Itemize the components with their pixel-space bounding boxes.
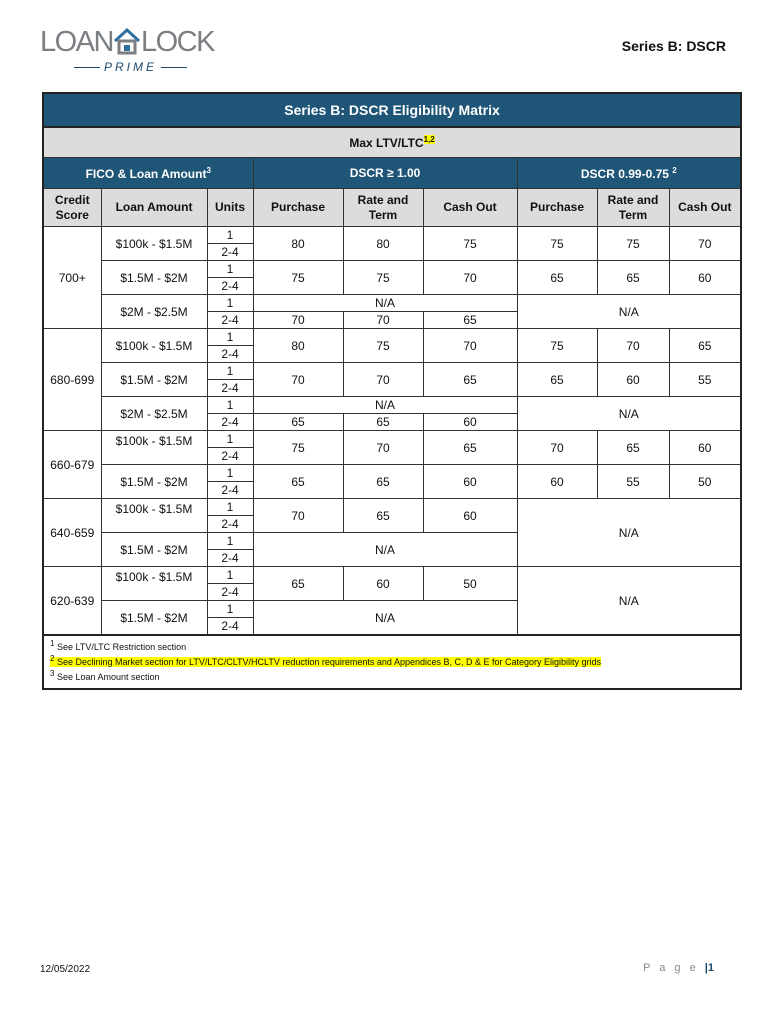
- fico-cell: 680-699: [43, 329, 101, 431]
- table-row: [43, 363, 741, 380]
- value-cell: 70: [343, 431, 423, 465]
- value-cell: 65: [423, 312, 517, 329]
- units-cell: 1: [207, 431, 253, 448]
- value-cell: 70: [669, 227, 741, 261]
- col-loan-amount: Loan Amount: [101, 189, 207, 227]
- value-cell: 60: [669, 261, 741, 295]
- company-logo: [40, 26, 220, 76]
- logo-text-left: LOAN: [40, 26, 113, 58]
- value-cell: 60: [423, 465, 517, 499]
- table-row: [43, 397, 741, 414]
- table-row: [43, 261, 741, 278]
- col-units: Units: [207, 189, 253, 227]
- amount-cell: $100k - $1.5M: [101, 431, 207, 465]
- value-cell: 75: [253, 431, 343, 465]
- table-row: [43, 499, 741, 516]
- amount-cell: $100k - $1.5M: [101, 567, 207, 601]
- value-cell: 70: [423, 261, 517, 295]
- units-cell: 1: [207, 499, 253, 516]
- col-cash-out-2: Cash Out: [669, 189, 741, 227]
- house-lock-icon: [113, 26, 141, 56]
- amount-cell: $100k - $1.5M: [101, 329, 207, 363]
- value-cell: 80: [343, 227, 423, 261]
- value-cell: 70: [517, 431, 597, 465]
- logo-subtitle: PRIME: [70, 60, 191, 74]
- value-cell: 75: [343, 261, 423, 295]
- units-cell: 2-4: [207, 482, 253, 499]
- value-cell: 60: [423, 499, 517, 533]
- units-cell: 2-4: [207, 414, 253, 431]
- value-cell: 65: [253, 414, 343, 431]
- max-ltv-header: Max LTV/LTC$^{1,2}$: [43, 127, 741, 158]
- footnote-2: 2 See Declining Market section for LTV/LTC/CLTV/HCLTV reduction requirements and Appendices B, C, D & E for Category Eligibility grids: [50, 654, 602, 667]
- units-cell: 1: [207, 397, 253, 414]
- value-cell: 65: [343, 499, 423, 533]
- table-row: [43, 431, 741, 448]
- units-cell: 2-4: [207, 346, 253, 363]
- amount-cell: $1.5M - $2M: [101, 533, 207, 567]
- value-cell: 50: [669, 465, 741, 499]
- amount-cell: $1.5M - $2M: [101, 601, 207, 636]
- value-cell: 75: [343, 329, 423, 363]
- value-cell: 65: [423, 363, 517, 397]
- value-cell: 60: [517, 465, 597, 499]
- na-cell: N/A: [253, 397, 517, 414]
- value-cell: 55: [669, 363, 741, 397]
- amount-cell: $2M - $2.5M: [101, 295, 207, 329]
- page-number: P a g e |1: [643, 962, 714, 974]
- value-cell: 75: [517, 227, 597, 261]
- value-cell: 60: [343, 567, 423, 601]
- matrix-title: Series B: DSCR Eligibility Matrix: [43, 93, 741, 127]
- units-cell: 2-4: [207, 618, 253, 636]
- group-dscr-2: DSCR 0.99-0.75 $^2$: [517, 158, 741, 189]
- value-cell: 65: [517, 261, 597, 295]
- value-cell: 80: [253, 227, 343, 261]
- units-cell: 2-4: [207, 584, 253, 601]
- value-cell: 60: [597, 363, 669, 397]
- table-row: [43, 329, 741, 346]
- units-cell: 1: [207, 261, 253, 278]
- footnote-3: 3 See Loan Amount section: [50, 669, 160, 682]
- value-cell: 60: [669, 431, 741, 465]
- footnote-1: 1 See LTV/LTC Restriction section: [50, 639, 187, 652]
- units-cell: 1: [207, 227, 253, 244]
- units-cell: 1: [207, 363, 253, 380]
- amount-cell: $1.5M - $2M: [101, 465, 207, 499]
- amount-cell: $2M - $2.5M: [101, 397, 207, 431]
- units-cell: 2-4: [207, 516, 253, 533]
- units-cell: 1: [207, 533, 253, 550]
- col-credit-score: Credit Score: [43, 189, 101, 227]
- amount-cell: $1.5M - $2M: [101, 261, 207, 295]
- amount-cell: $1.5M - $2M: [101, 363, 207, 397]
- value-cell: 65: [597, 261, 669, 295]
- value-cell: 75: [253, 261, 343, 295]
- value-cell: 70: [343, 363, 423, 397]
- footnotes: [43, 635, 741, 689]
- units-cell: 2-4: [207, 278, 253, 295]
- units-cell: 2-4: [207, 380, 253, 397]
- table-row: [43, 295, 741, 312]
- value-cell: 55: [597, 465, 669, 499]
- footer-date: 12/05/2022: [40, 964, 91, 975]
- na-cell: N/A: [517, 499, 741, 567]
- units-cell: 2-4: [207, 550, 253, 567]
- value-cell: 65: [517, 363, 597, 397]
- units-cell: 2-4: [207, 312, 253, 329]
- amount-cell: $100k - $1.5M: [101, 499, 207, 533]
- group-dscr-1: DSCR ≥ 1.00: [253, 158, 517, 189]
- value-cell: 75: [423, 227, 517, 261]
- units-cell: 1: [207, 567, 253, 584]
- value-cell: 65: [343, 414, 423, 431]
- table-row: [43, 567, 741, 584]
- document-title: Series B: DSCR: [621, 38, 726, 54]
- na-cell: N/A: [517, 397, 741, 431]
- fico-cell: 660-679: [43, 431, 101, 499]
- table-row: [43, 465, 741, 482]
- value-cell: 70: [423, 329, 517, 363]
- na-cell: N/A: [517, 295, 741, 329]
- fico-cell: 700+: [43, 227, 101, 329]
- value-cell: 75: [517, 329, 597, 363]
- value-cell: 80: [253, 329, 343, 363]
- col-purchase: Purchase: [253, 189, 343, 227]
- units-cell: 1: [207, 601, 253, 618]
- col-purchase-2: Purchase: [517, 189, 597, 227]
- na-cell: N/A: [253, 601, 517, 636]
- fico-cell: 620-639: [43, 567, 101, 636]
- value-cell: 60: [423, 414, 517, 431]
- value-cell: 50: [423, 567, 517, 601]
- table-row: [43, 227, 741, 244]
- units-cell: 1: [207, 295, 253, 312]
- value-cell: 70: [253, 312, 343, 329]
- amount-cell: $100k - $1.5M: [101, 227, 207, 261]
- value-cell: 70: [343, 312, 423, 329]
- na-cell: N/A: [517, 567, 741, 636]
- na-cell: N/A: [253, 295, 517, 312]
- logo-text-right: LOCK: [140, 26, 214, 58]
- value-cell: 65: [253, 465, 343, 499]
- value-cell: 65: [597, 431, 669, 465]
- col-rate-term: Rate and Term: [343, 189, 423, 227]
- value-cell: 65: [669, 329, 741, 363]
- na-cell: N/A: [253, 533, 517, 567]
- eligibility-matrix: [42, 92, 740, 690]
- fico-cell: 640-659: [43, 499, 101, 567]
- value-cell: 75: [597, 227, 669, 261]
- units-cell: 2-4: [207, 244, 253, 261]
- units-cell: 1: [207, 465, 253, 482]
- col-rate-term-2: Rate and Term: [597, 189, 669, 227]
- group-fico-loan: FICO & Loan Amount$^3$: [43, 158, 253, 189]
- value-cell: 65: [253, 567, 343, 601]
- value-cell: 70: [253, 499, 343, 533]
- value-cell: 70: [597, 329, 669, 363]
- col-cash-out: Cash Out: [423, 189, 517, 227]
- units-cell: 2-4: [207, 448, 253, 465]
- units-cell: 1: [207, 329, 253, 346]
- value-cell: 65: [343, 465, 423, 499]
- value-cell: 65: [423, 431, 517, 465]
- value-cell: 70: [253, 363, 343, 397]
